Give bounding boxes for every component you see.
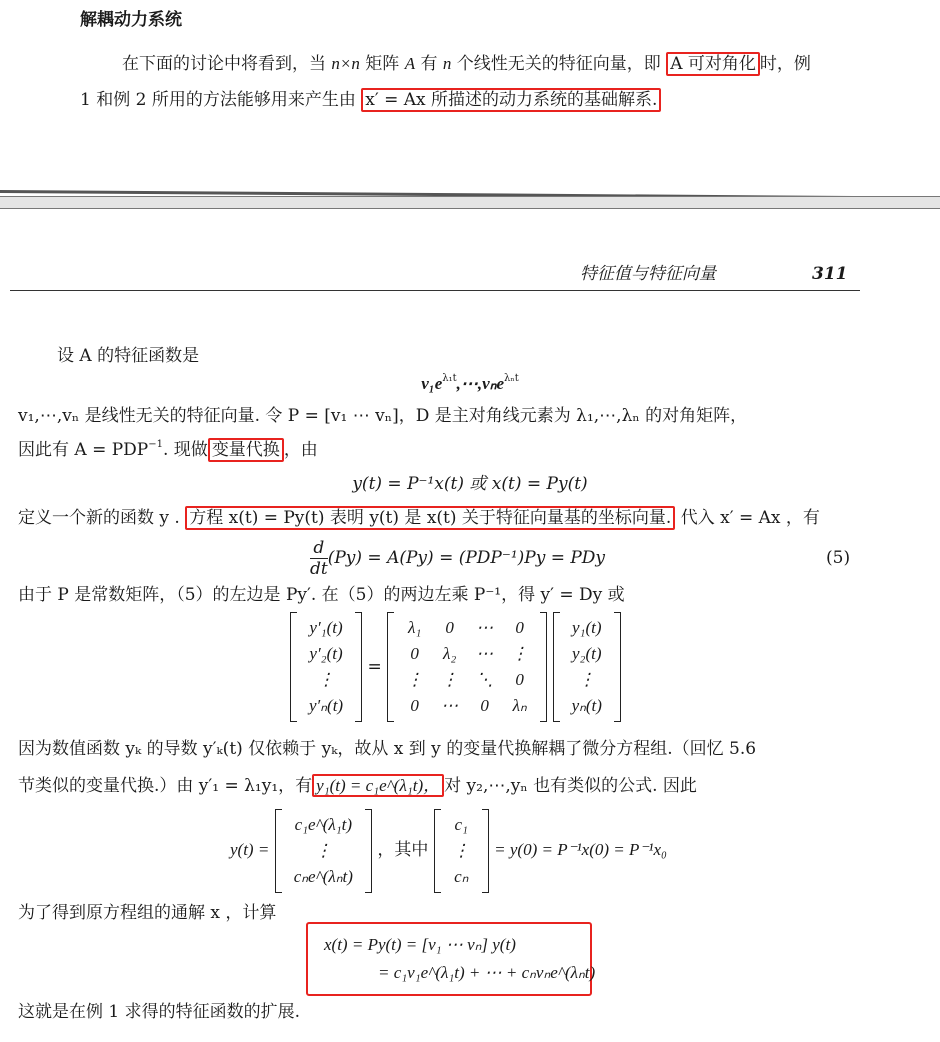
math: A: [404, 54, 416, 73]
page-number: 311: [812, 264, 848, 284]
matrix-cell: y₂(t): [571, 644, 602, 663]
matrix-cell: y₁(t): [571, 618, 602, 637]
change-of-variable-formula: y(t) = P⁻¹x(t) 或 x(t) = Py(t): [352, 474, 588, 494]
math: −1: [148, 439, 163, 450]
text: 对 y₂,⋯,yₙ 也有类似的公式. 因此: [444, 776, 697, 796]
matrix-cell: 0: [410, 696, 419, 715]
equals: =: [367, 657, 382, 677]
y-vector: [553, 612, 621, 722]
highlight-box-change-of-variable: 变量代换: [208, 438, 284, 462]
matrix-cell: cₙ: [454, 866, 469, 886]
text-line: [18, 438, 318, 462]
math: λₙt: [504, 373, 519, 384]
equation-label: (5): [826, 548, 851, 568]
section-heading: 解耦动力系统: [80, 10, 182, 30]
text: 在下面的讨论中将看到，当: [122, 54, 332, 74]
matrix-cell: 0: [515, 670, 524, 689]
text: 个线性无关的特征向量，即: [451, 54, 667, 74]
highlight-box-diagonalizable: A 可对角化: [666, 52, 760, 76]
text: 有: [415, 54, 443, 74]
highlight-box-fundamental-set: x′ = Ax 所描述的动力系统的基础解系.: [361, 88, 661, 112]
text-line: 设 A 的特征函数是: [57, 346, 200, 366]
matrix-cell: ⋯: [476, 618, 494, 637]
text: 矩阵: [359, 54, 405, 74]
matrix-cell: λ₁: [408, 618, 422, 637]
running-header-title: 特征值与特征向量: [580, 264, 716, 284]
math: = c₁v₁e^(λ₁t) + ⋯ + cₙvₙe^(λₙt): [378, 963, 596, 982]
matrix-cell: ⋮: [578, 670, 596, 689]
text-line: 为了得到原方程组的通解 x ，计算: [18, 903, 277, 923]
matrix-cell: 0: [410, 644, 419, 663]
text-line: 这就是在例 1 求得的特征函数的扩展.: [18, 1002, 301, 1022]
matrix-cell: ⋮: [317, 670, 335, 689]
matrix-cell: ⋯: [441, 696, 459, 715]
matrix-cell: λ₂: [443, 644, 457, 663]
text: . 现做: [163, 440, 208, 460]
text-line: 因为数值函数 yₖ 的导数 y′ₖ(t) 仅依赖于 yₖ，故从 x 到 y 的变量代换解耦了微分方程组.（回忆 5.6: [18, 739, 757, 759]
text: ，其中: [377, 840, 429, 860]
math: (Py) = A(Py) = (PDP⁻¹)Py = PDy: [327, 548, 606, 568]
matrix-cell: ⋮: [406, 670, 424, 689]
paragraph-line-2: [80, 88, 661, 112]
math: n×n: [331, 54, 360, 73]
matrix-cell: y′₁(t): [309, 618, 343, 637]
matrix-cell: ⋱: [476, 670, 494, 689]
c-exp-vector: [275, 809, 372, 893]
diagonal-system-equation: [290, 612, 621, 722]
text-line: [18, 506, 820, 530]
denominator: dt: [310, 559, 328, 579]
diagonal-matrix: [387, 612, 547, 722]
text-line: [18, 774, 697, 798]
text: 1 和例 2 所用的方法能够用来产生由: [80, 90, 362, 110]
highlight-box-coordinate-vector: 方程 x(t) = Py(t) 表明 y(t) 是 x(t) 关于特征向量基的坐标向量.: [185, 506, 675, 530]
text-line: 由于 P 是常数矩阵，（5）的左边是 Py′. 在（5）的两边左乘 P⁻¹，得 y′ = Dy 或: [18, 585, 625, 605]
text-line: v₁,⋯,vₙ 是线性无关的特征向量. 令 P = [v₁ ⋯ vₙ]，D 是主对角线元素为 λ₁,⋯,λₙ 的对角矩阵，: [18, 406, 748, 426]
matrix-cell: λₙ: [512, 696, 527, 715]
highlight-box-general-solution: [306, 922, 596, 996]
text: ，由: [283, 440, 318, 460]
matrix-cell: ⋮: [314, 840, 332, 860]
numerator: d: [310, 538, 328, 559]
text: 节类似的变量代换.）由 y′₁ = λ₁y₁，有: [18, 776, 313, 796]
math: x(t) = Py(t) = [v₁ ⋯ vₙ] y(t): [324, 935, 516, 954]
derivative-fraction: [310, 538, 328, 579]
text: 因此有 A = PDP: [18, 440, 149, 460]
matrix-cell: ⋮: [441, 670, 459, 689]
matrix-cell: ⋮: [452, 840, 470, 860]
eigenfunctions-formula: [0, 372, 940, 396]
matrix-cell: 0: [515, 618, 524, 637]
equation-5: [310, 534, 605, 582]
matrix-cell: 0: [445, 618, 454, 637]
highlight-box-solution-y1: y₁(t) = c₁e^(λ₁t)，: [312, 774, 444, 797]
text: 代入 x′ = Ax ，有: [675, 508, 820, 528]
c-vector: [434, 809, 489, 893]
math: ,⋯,vₙe: [456, 374, 505, 393]
matrix-cell: y′ₙ(t): [309, 696, 344, 715]
text: 时，例: [759, 54, 811, 74]
header-rule: [10, 290, 860, 291]
page-gap-band: [0, 196, 940, 209]
math: λ₁t: [442, 373, 457, 384]
matrix-cell: yₙ(t): [571, 696, 602, 715]
math: n: [442, 54, 452, 73]
matrix-cell: y′₂(t): [309, 644, 343, 663]
matrix-cell: c₁e^(λ₁t): [294, 814, 353, 834]
math: y(t) =: [230, 840, 270, 859]
matrix-cell: 0: [480, 696, 489, 715]
matrix-cell: ⋮: [511, 644, 529, 663]
matrix-cell: ⋯: [476, 644, 494, 663]
text: 定义一个新的函数 y .: [18, 508, 180, 528]
derivative-vector: [290, 612, 362, 722]
matrix-cell: c₁: [454, 814, 468, 834]
y-solution-equation: [230, 805, 667, 895]
paragraph-line-1: [122, 52, 811, 76]
matrix-cell: cₙe^(λₙt): [293, 866, 353, 886]
math: = y(0) = P⁻¹x(0) = P⁻¹x₀: [494, 840, 667, 859]
math: v₁e: [421, 374, 443, 393]
